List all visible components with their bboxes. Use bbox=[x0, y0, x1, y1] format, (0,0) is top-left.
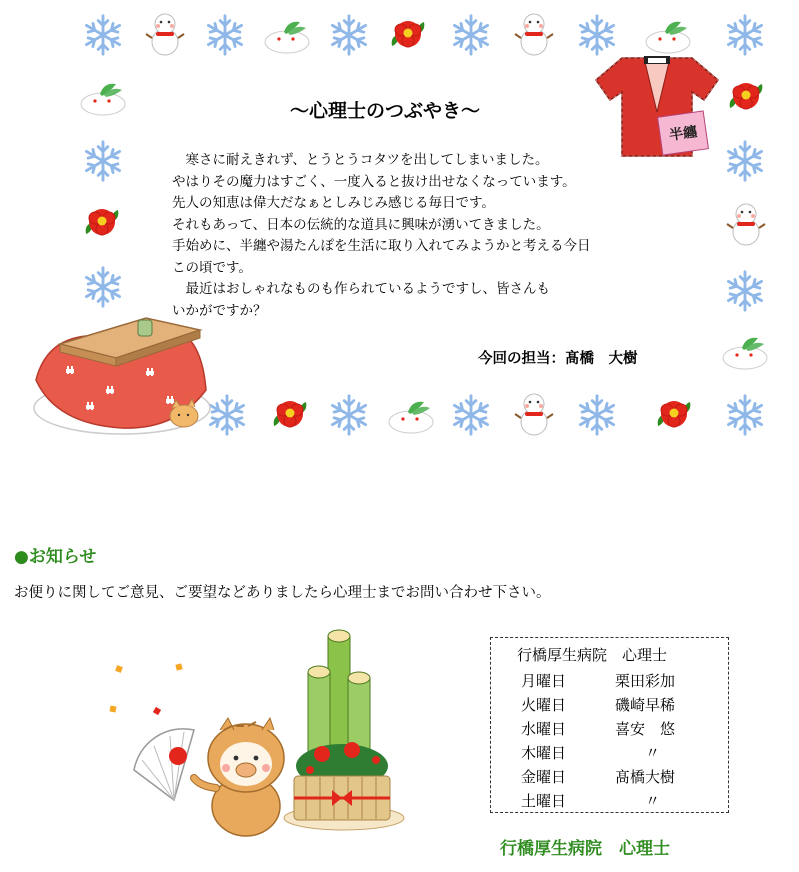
snowman-icon bbox=[726, 198, 766, 248]
schedule-row bbox=[521, 790, 660, 811]
schedule-name: 〃 bbox=[615, 792, 661, 810]
schedule-title: 行橋厚生病院 心理士 bbox=[517, 646, 668, 664]
schedule-row bbox=[521, 766, 675, 787]
schedule-day: 金曜日 bbox=[521, 768, 567, 786]
column-line: やはりその魔力はすごく、一度入ると抜け出せなくなっています。 bbox=[172, 173, 576, 190]
column-line: それもあって、日本の伝統的な道具に興味が湧いてきました。 bbox=[172, 216, 550, 233]
snowflake-icon bbox=[202, 12, 248, 58]
snow-rabbit-icon bbox=[78, 82, 128, 116]
schedule-box bbox=[490, 637, 729, 813]
footer-signature: 行橋厚生病院 心理士 bbox=[500, 839, 670, 859]
snowflake-icon bbox=[722, 138, 768, 184]
schedule-day: 水曜日 bbox=[521, 720, 567, 738]
column-title: ～心理士のつぶやき～ bbox=[290, 100, 481, 122]
column-author: 今回の担当：髙橋 大樹 bbox=[478, 351, 638, 367]
schedule-name: 髙橋大樹 bbox=[615, 768, 676, 786]
snowman-icon bbox=[145, 8, 185, 58]
camellia-icon bbox=[268, 392, 312, 436]
camellia-icon bbox=[652, 392, 696, 436]
schedule-row bbox=[521, 742, 660, 763]
snowflake-icon bbox=[326, 12, 372, 58]
column-line: 最近はおしゃれなものも作られているようですし、皆さんも bbox=[172, 281, 550, 297]
column-line: 先人の知恵は偉大だなぁとしみじみ感じる毎日です。 bbox=[172, 195, 495, 211]
snowflake-icon bbox=[326, 392, 372, 438]
snowman-icon bbox=[514, 388, 554, 438]
column-line: この頃です。 bbox=[172, 259, 252, 276]
snowman-icon bbox=[514, 8, 554, 58]
schedule-day: 木曜日 bbox=[521, 744, 567, 762]
snowflake-icon bbox=[722, 12, 768, 58]
column-line: 手始めに、半纏や湯たんぽを生活に取り入れてみようかと考える今日 bbox=[172, 238, 591, 254]
notice-heading: ●お知らせ bbox=[14, 547, 97, 567]
kotatsu-illustration bbox=[26, 300, 212, 450]
schedule-day: 月曜日 bbox=[521, 672, 567, 690]
snowflake-icon bbox=[448, 392, 494, 438]
snowflake-icon bbox=[448, 12, 494, 58]
boar-with-fan-illustration bbox=[104, 660, 304, 840]
camellia-icon bbox=[80, 200, 124, 244]
snow-rabbit-icon bbox=[643, 20, 693, 54]
snow-rabbit-icon bbox=[386, 400, 436, 434]
schedule-day: 火曜日 bbox=[521, 696, 567, 714]
schedule-name: 磯崎早稀 bbox=[615, 696, 676, 714]
kadomatsu-illustration bbox=[280, 626, 410, 836]
snowflake-icon bbox=[722, 392, 768, 438]
schedule-name: 栗田彩加 bbox=[615, 672, 676, 690]
camellia-icon bbox=[386, 12, 430, 56]
snow-rabbit-icon bbox=[262, 20, 312, 54]
hanten-jacket-illustration bbox=[592, 52, 722, 164]
snow-rabbit-icon bbox=[720, 336, 770, 370]
snowflake-icon bbox=[722, 268, 768, 314]
camellia-icon bbox=[724, 74, 768, 118]
snowflake-icon bbox=[80, 12, 126, 58]
hanten-tag-label: 半纏 bbox=[668, 124, 699, 144]
schedule-day: 土曜日 bbox=[521, 792, 567, 810]
schedule-row bbox=[521, 694, 675, 715]
column-line: いかがですか？ bbox=[172, 302, 267, 319]
schedule-row bbox=[521, 718, 675, 739]
schedule-name: 〃 bbox=[615, 744, 661, 762]
schedule-row bbox=[521, 670, 675, 691]
snowflake-icon bbox=[80, 138, 126, 184]
column-body bbox=[172, 150, 692, 322]
column-line: 寒さに耐えきれず、とうとうコタツを出してしまいました。 bbox=[172, 152, 549, 168]
schedule-name: 喜安 悠 bbox=[615, 720, 676, 738]
notice-text: お便りに関してご意見、ご要望などありましたら心理士までお問い合わせ下さい。 bbox=[14, 585, 551, 601]
snowflake-icon bbox=[574, 392, 620, 438]
